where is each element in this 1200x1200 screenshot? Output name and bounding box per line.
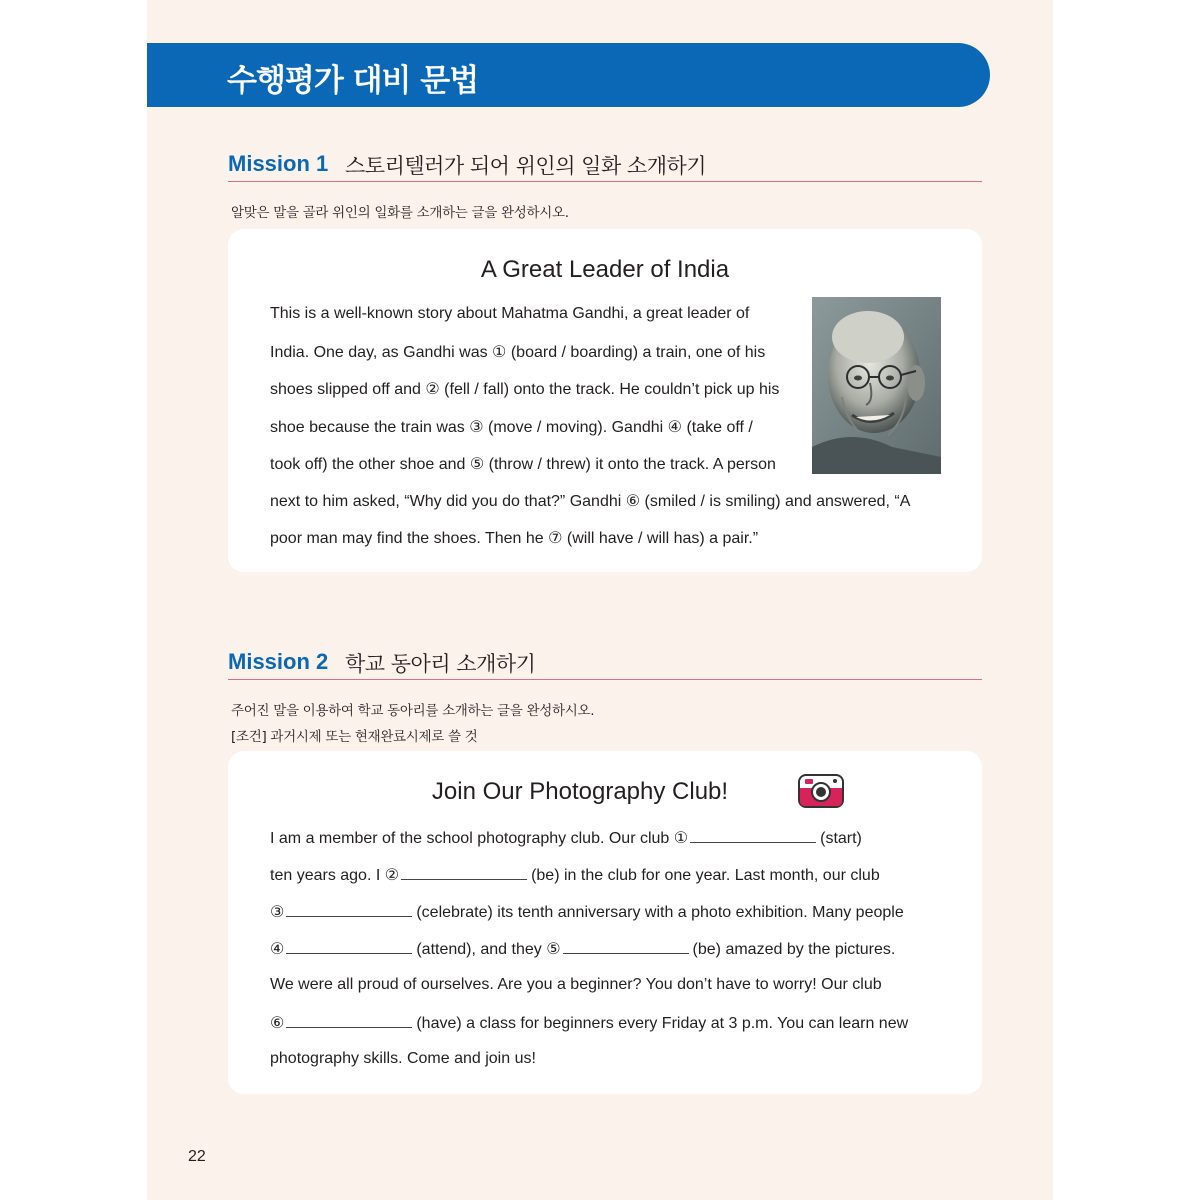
mission1-line: This is a well-known story about Mahatma Gandhi, a great leader of [270,305,750,322]
mission2-condition: [조건] 과거시제 또는 현재완료시제로 쓸 것 [231,729,478,745]
mission2-number: Mission 2 [228,649,329,674]
mission1-line: India. One day, as Gandhi was ① (board / boarding) a train, one of his [270,344,766,361]
mission2-card-title: Join Our Photography Club! [431,778,729,805]
mission2-header [228,649,982,680]
mission1-line: shoes slipped off and ② (fell / fall) onto the track. He couldn’t pick up his [270,381,780,398]
mission2-instruction: 주어진 말을 이용하여 학교 동아리를 소개하는 글을 완성하시오. [231,703,595,719]
header-banner [147,43,990,107]
answer-blank[interactable] [286,902,412,917]
page-number: 22 [188,1148,206,1165]
mission1-line: shoe because the train was ③ (move / moving). Gandhi ④ (take off / [270,419,753,436]
mission2-line: ⑥ (have) a class for beginners every Friday at 3 p.m. You can learn new [270,1015,909,1032]
answer-blank[interactable] [286,939,412,954]
mission2-card [228,751,982,1094]
answer-blank[interactable] [563,939,689,954]
mission2-line: ④ (attend), and they ⑤ (be) amazed by the pictures. [270,941,896,958]
answer-blank[interactable] [401,865,527,880]
mission1-line: next to him asked, “Why did you do that?” Gandhi ⑥ (smiled / is smiling) and answered, “A [270,493,911,510]
mission1-card [228,229,982,572]
page-title: 수행평가 대비 문법 [227,63,479,99]
mission2-line: ③ (celebrate) its tenth anniversary with a photo exhibition. Many people [270,904,904,921]
mission2-line: I am a member of the school photography club. Our club ① (start) [270,830,862,847]
mission1-line: poor man may find the shoes. Then he ⑦ (will have / will has) a pair.” [270,530,759,547]
answer-blank[interactable] [690,828,816,843]
mission2-line: We were all proud of ourselves. Are you a beginner? You don’t have to worry! Our club [270,976,882,993]
mission1-title: 스토리텔러가 되어 위인의 일화 소개하기 [345,154,707,178]
mission1-number: Mission 1 [228,151,329,176]
mission2-line: photography skills. Come and join us! [270,1050,536,1067]
answer-blank[interactable] [286,1013,412,1028]
mission2-line: ten years ago. I ② (be) in the club for one year. Last month, our club [270,867,880,884]
camera-icon [797,771,845,809]
mission1-line: took off) the other shoe and ⑤ (throw / threw) it onto the track. A person [270,456,776,473]
mission1-instruction: 알맞은 말을 골라 위인의 일화를 소개하는 글을 완성하시오. [231,205,569,221]
mission1-card-title: A Great Leader of India [480,256,730,283]
mission1-header [228,151,982,182]
gandhi-portrait-icon [812,297,941,474]
mission2-title: 학교 동아리 소개하기 [345,652,536,676]
